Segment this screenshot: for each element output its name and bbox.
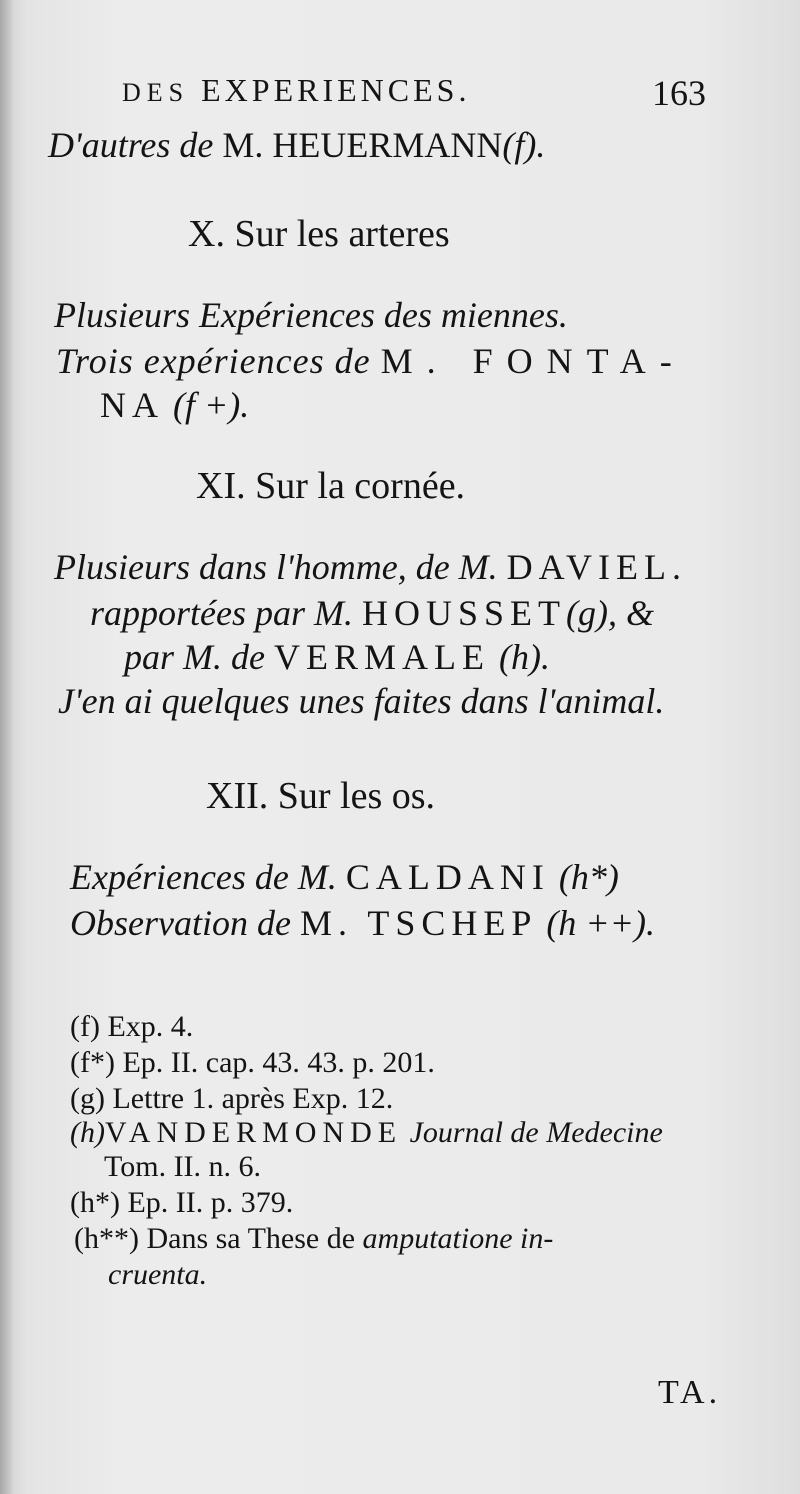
text-line (100, 384, 249, 426)
line-text: D'autres de (48, 125, 214, 165)
latin-title: amputatione in- (362, 1222, 554, 1255)
line-text: (h**) Dans sa These de (74, 1222, 356, 1255)
running-title (122, 72, 470, 109)
text-line (70, 902, 655, 944)
section-heading: XII. Sur les os. (206, 775, 436, 817)
line-text: Trois expériences de (56, 341, 371, 381)
text-line (48, 124, 545, 166)
footnote-ref: (f). (502, 125, 546, 165)
line-text: Observation de (70, 903, 291, 943)
journal-title: Journal de Medecine (409, 1116, 663, 1149)
footnote: (h*) Ep. II. p. 379. (70, 1186, 294, 1219)
footnote: (f) Exp. 4. (70, 1010, 194, 1043)
text-line (90, 592, 654, 634)
text-line (54, 546, 687, 588)
running-title-small: DES (122, 78, 190, 107)
line-text: rapportées par M. (90, 593, 353, 633)
person-name: VANDERMONDE (104, 1116, 403, 1149)
footnote-ref: (h). (498, 637, 550, 677)
person-name: M. HEUERMANN (222, 125, 503, 165)
footnote-ref: (h ++). (546, 903, 655, 943)
person-name: HOUSSET (362, 593, 567, 633)
footnote-ref: (f +). (173, 385, 250, 425)
section-heading: XI. Sur la cornée. (196, 465, 466, 507)
page-number: 163 (652, 73, 706, 113)
footnote-ref: (h) (70, 1116, 105, 1149)
line-text: par M. de (124, 637, 265, 677)
person-name: DAVIEL. (506, 547, 687, 587)
person-name: CALDANI (345, 857, 550, 897)
footnote: (g) Lettre 1. après Exp. 12. (70, 1082, 394, 1115)
catchword: TA. (658, 1374, 722, 1411)
gutter-shadow (0, 0, 14, 1494)
footnote-continuation: Tom. II. n. 6. (104, 1150, 262, 1183)
text-line (70, 856, 619, 898)
running-title-main: EXPERIENCES. (201, 72, 471, 108)
footnote-ref: (g), & (566, 593, 655, 633)
person-name: M. TSCHEP (299, 903, 538, 943)
footnote: (f*) Ep. II. cap. 43. 43. p. 201. (70, 1046, 435, 1079)
text-line: J'en ai quelques unes faites dans l'animal. (58, 681, 665, 721)
footnote-continuation: cruenta. (108, 1258, 208, 1291)
text-line (56, 340, 686, 382)
footnote-ref: (h*) (558, 857, 619, 897)
line-text: Plusieurs dans l'homme, de M. (54, 547, 498, 587)
section-heading: X. Sur les arteres (188, 213, 450, 255)
line-text: Expériences de M. (70, 857, 337, 897)
text-line: Plusieurs Expériences des miennes. (54, 295, 568, 335)
footnote (74, 1222, 553, 1256)
text-line (124, 636, 550, 678)
person-name: M. FONTA- (380, 341, 686, 381)
person-name: VERMALE (273, 637, 490, 677)
person-name: NA (100, 385, 164, 425)
footnote (70, 1116, 663, 1150)
